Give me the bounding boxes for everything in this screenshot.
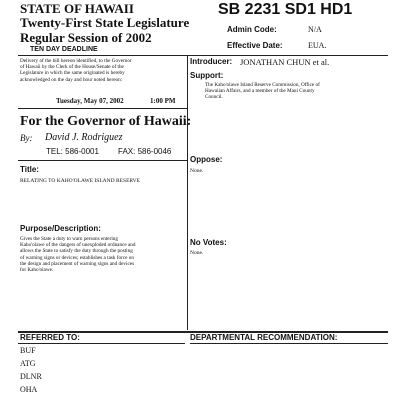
purpose-line: Gives the State a duty to warn persons entering <box>20 236 118 242</box>
admin-code-value: N/A <box>308 25 322 34</box>
effective-date-label: Effective Date: <box>227 41 283 50</box>
delivery-line: of Hawaii by the Clerk of the House/Senate of the <box>20 64 124 71</box>
introducer-value: JONATHAN CHUN et al. <box>240 57 330 67</box>
referred-item: ATG <box>20 359 36 368</box>
recommendation-label: DEPARTMENTAL RECOMMENDATION: <box>190 333 338 342</box>
purpose-line: the design and placement of warning signs and devices <box>20 260 135 267</box>
session-title: Regular Session of 2002 <box>20 30 152 45</box>
title-label: Title: <box>20 165 39 174</box>
governor-rule <box>18 160 187 161</box>
purpose-line: allows the State to satisfy the duty through the posting <box>20 248 133 255</box>
recommendation-underline <box>190 343 388 344</box>
oppose-value: None. <box>190 168 204 174</box>
legislature-title: Twenty-First State Legislature <box>20 15 190 30</box>
delivery-time: 1:00 PM <box>150 97 176 105</box>
purpose-line: Kaho'olawe of the dangers of unexploded ordnance and <box>20 242 136 249</box>
column-divider <box>187 56 188 330</box>
by-label: By: <box>20 133 33 143</box>
referred-item: DLNR <box>20 372 42 381</box>
delivery-line: acknowledged on the day and hour noted hereon: <box>20 76 123 83</box>
delivery-notice <box>20 58 185 83</box>
title-value: RELATING TO KAHO'OLAWE ISLAND RESERVE <box>20 178 140 184</box>
referred-underline <box>18 343 185 344</box>
support-line: Council. <box>205 94 223 101</box>
support-line: The Kaho'olawe Island Reserve Commission, Office of <box>205 82 320 88</box>
governor-tel: TEL: 586-0001 <box>46 147 99 156</box>
introducer-label: Introducer: <box>190 57 233 66</box>
header-rule <box>18 55 388 56</box>
bill-number: SB 2231 SD1 HD1 <box>218 1 353 18</box>
referred-item: OHA <box>20 385 38 394</box>
admin-code-label: Admin Code: <box>227 25 277 34</box>
governor-heading: For the Governor of Hawaii: <box>20 114 192 129</box>
referred-item: BUF <box>20 346 36 355</box>
purpose-label: Purpose/Description: <box>20 224 101 233</box>
delivery-date: Tuesday, May 07, 2002 <box>56 97 124 105</box>
support-label: Support: <box>190 71 224 80</box>
purpose-line: of warning signs or devices; establishes a task force on <box>20 254 134 261</box>
effective-date-value: EUA. <box>308 41 327 50</box>
referred-label: REFERRED TO: <box>20 333 80 342</box>
delivery-rule <box>18 108 187 109</box>
purpose-line: for Kaho'olawe. <box>20 267 54 274</box>
signer-name: David J. Rodriguez <box>45 132 123 143</box>
governor-fax: FAX: 586-0046 <box>118 147 172 156</box>
purpose-text <box>20 236 186 273</box>
delivery-line: Delivery of the bill hereon identified, to the Governor <box>20 58 132 64</box>
delivery-line: Legislature in which the same originated is hereby <box>20 70 125 77</box>
ten-day-deadline: TEN DAY DEADLINE <box>30 46 98 53</box>
support-line: Hawaiian Affairs, and a member of the Maui County <box>205 88 315 95</box>
support-text <box>205 82 390 101</box>
no-votes-value: None. <box>190 250 204 256</box>
no-votes-label: No Votes: <box>190 238 227 247</box>
state-title: STATE OF HAWAII <box>20 1 134 16</box>
oppose-label: Oppose: <box>190 155 223 164</box>
